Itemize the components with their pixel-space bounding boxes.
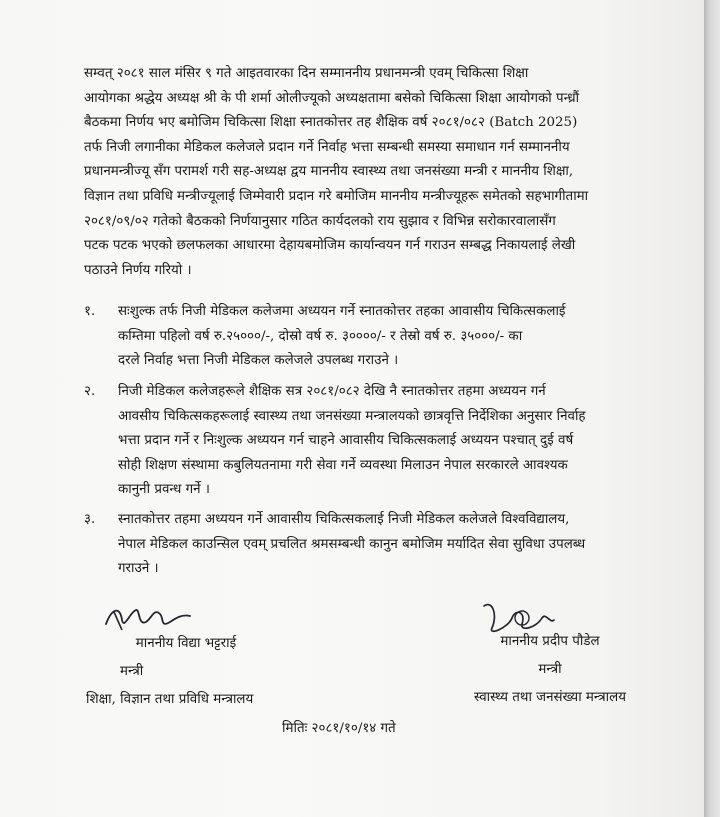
signatory-office: शिक्षा, विज्ञान तथा प्रविधि मन्त्रालय [86,692,254,707]
item-text [118,508,678,582]
intro-line: २०८१/०९/०२ गतेको बैठकको निर्णयानुसार गठित कार्यदलको राय सुझाव र विभिन्न सरोकारवालासँग [84,213,556,229]
item-text [118,380,678,503]
item-line: कम्तिमा पहिलो वर्ष रु.२५०००/-, दोस्रो वर्ष रु. ३००००/- र तेस्रो वर्ष रु. ३५०००/- का [118,328,523,344]
signatory-name: माननीय प्रदीप पौडेल [500,634,600,649]
item-line: नेपाल मेडिकल काउन्सिल एवम् प्रचलित श्रमसम्बन्धी कानुन बमोजिम मर्यादित सेवा सुविधा उपलब्ध [118,536,586,552]
page-edge [704,0,720,817]
intro-line: तर्फ निजी लगानीका मेडिकल कलेजले प्रदान गर्ने निर्वाह भत्ता सम्बन्धी समस्या समाधान गर्न सम्माननीय [84,139,570,155]
item-number: १. [84,304,96,319]
item-number: ३. [84,512,96,527]
intro-line: विज्ञान तथा प्रविधि मन्त्रीज्यूलाई जिम्मेवारी प्रदान गरे बमोजिम माननीय मन्त्रीज्यूहरू समेतको सहभागीतामा [84,188,589,204]
intro-line: प्रधानमन्त्रीज्यू सँग परामर्श गरी सह-अध्यक्ष द्वय माननीय स्वास्थ्य तथा जनसंख्या मन्त्री र माननीय शिक्षा, [84,164,574,180]
item-line: निजी मेडिकल कलेजहरूले शैक्षिक सत्र २०८१/०८२ देखि नै स्नातकोत्तर तहमा अध्ययन गर्न [118,384,546,399]
intro-line: पटक पटक भएको छलफलका आधारमा देहायबमोजिम कार्यान्वयन गर्न गराउन सम्बद्ध निकायलाई लेखी [84,238,576,254]
item-line: स्नातकोत्तर तहमा अध्ययन गर्ने आवासीय चिकित्सकलाई निजी मेडिकल कलेजले विश्वविद्यालय, [118,512,570,527]
intro-line: पठाउने निर्णय गरियो । [84,262,192,278]
document-date: मितिः २०८१/१०/१४ गते [282,721,396,736]
signatory-office: स्वास्थ्य तथा जनसंख्या मन्त्रालय [474,690,626,705]
item-line: भत्ता प्रदान गर्ने र निःशुल्क अध्ययन गर्न चाहने आवासीय चिकित्सकलाई अध्ययन पश्चात् दुई वर्ष [118,433,574,449]
intro-line: बैठकमा निर्णय भए बमोजिम चिकित्सा शिक्षा स्नातकोत्तर तह शैक्षिक वर्ष २०८१/०८२ (Batch 2025) [84,115,578,131]
item-text [118,300,678,374]
item-line: कानुनी प्रवन्ध गर्ने । [118,482,210,498]
intro-line: सम्वत् २०८१ साल मंसिर ९ गते आइतवारका दिन सम्माननीय प्रधानमन्त्री एवम् चिकित्सा शिक्षा [84,66,529,81]
item-line: गराउने । [118,561,159,577]
item-line: दरले निर्वाह भत्ता निजी मेडिकल कलेजले उपलब्ध गराउने । [118,353,399,369]
signatory-name: माननीय विद्या भट्टराई [135,636,237,651]
signatory-title: मन्त्री [538,662,562,677]
intro-paragraph [84,62,674,283]
signatory-left [86,630,286,714]
item-line: सःशुल्क तर्फ निजी मेडिकल कलेजमा अध्ययन गर्ने स्नातकोत्तर तहका आवासीय चिकित्सकलाई [118,304,566,319]
item-line: आवसीय चिकित्सकहरूलाई स्वास्थ्य तथा जनसंख्या मन्त्रालयको छात्रवृत्ति निर्देशिका अनुसार निर्वाह [118,408,586,424]
item-number: २. [84,384,96,399]
intro-line: आयोगका श्रद्धेय अध्यक्ष श्री के पी शर्मा ओलीज्यूको अध्यक्षतामा बसेको चिकित्सा शिक्षा आयोगको पन्ध्रौं [84,90,580,106]
signatory-right [440,628,660,712]
item-line: सोही शिक्षण संस्थामा कबुलियतनामा गरी सेवा गर्ने व्यवस्था मिलाउन नेपाल सरकारले आवश्यक [118,457,568,473]
signatory-title: मन्त्री [120,664,144,679]
